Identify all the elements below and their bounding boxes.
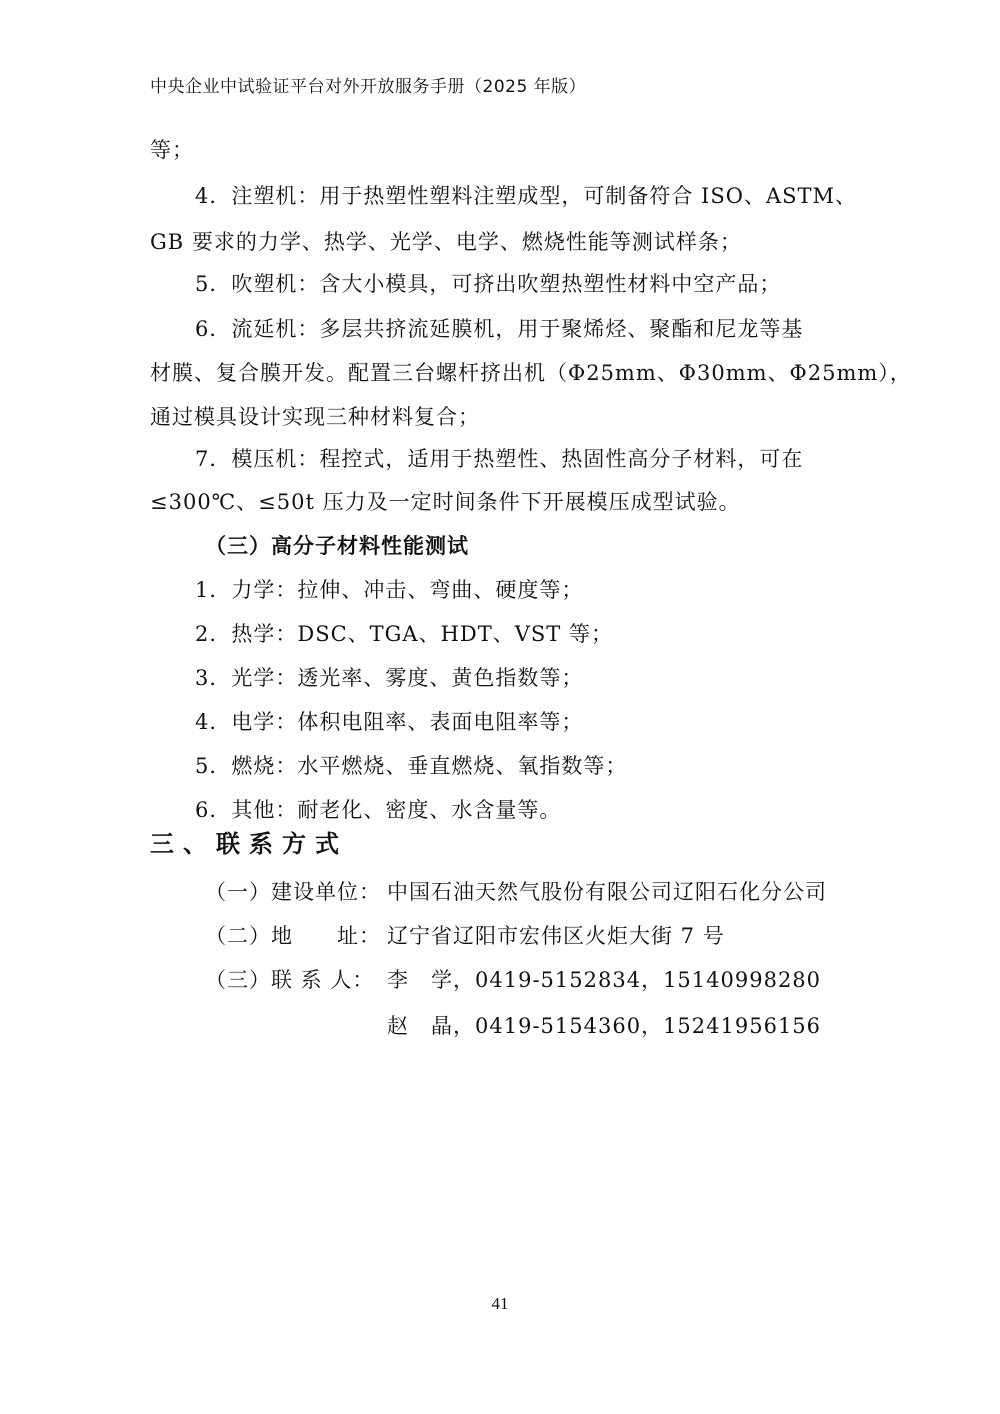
list-item: 2．热学：DSC、TGA、HDT、VST 等； bbox=[195, 622, 613, 646]
paragraph-line: 5．吹塑机：含大小模具，可挤出吹塑热塑性材料中空产品； bbox=[195, 272, 782, 296]
running-header: 中央企业中试验证平台对外开放服务手册（2025 年版） bbox=[150, 77, 587, 97]
address-value: 辽宁省辽阳市宏伟区火炬大街 7 号 bbox=[387, 924, 725, 948]
list-item: 6．其他：耐老化、密度、水含量等。 bbox=[195, 798, 562, 822]
list-item: 4．电学：体积电阻率、表面电阻率等； bbox=[195, 710, 584, 734]
paragraph-line: ≤300℃、≤50t 压力及一定时间条件下开展模压成型试验。 bbox=[150, 490, 741, 514]
address-label: （二）地 址： bbox=[205, 924, 381, 948]
paragraph-line: 4．注塑机：用于热塑性塑料注塑成型，可制备符合 ISO、ASTM、 bbox=[195, 184, 857, 208]
paragraph-line: 6．流延机：多层共挤流延膜机，用于聚烯烃、聚酯和尼龙等基 bbox=[195, 317, 804, 341]
paragraph-line: 7．模压机：程控式，适用于热塑性、热固性高分子材料，可在 bbox=[195, 447, 804, 471]
contact-unit-row bbox=[205, 876, 827, 906]
list-item: 5．燃烧：水平燃烧、垂直燃烧、氧指数等； bbox=[195, 754, 628, 778]
paragraph-line: 等； bbox=[150, 138, 194, 162]
paragraph-line: 材膜、复合膜开发。配置三台螺杆挤出机（Φ25mm、Φ30mm、Φ25mm）， bbox=[150, 361, 912, 385]
contact-address-row bbox=[205, 920, 725, 950]
list-item: 3．光学：透光率、雾度、黄色指数等； bbox=[195, 666, 584, 690]
contact-person-row bbox=[205, 964, 821, 994]
unit-label: （一）建设单位： bbox=[205, 880, 381, 904]
contact-person-2: 赵 晶，0419-5154360，15241956156 bbox=[387, 1014, 822, 1038]
page-number: 41 bbox=[491, 1294, 509, 1313]
paragraph-line: GB 要求的力学、热学、光学、电学、燃烧性能等测试样条； bbox=[150, 230, 742, 254]
contact-label: （三）联 系 人： bbox=[205, 968, 375, 992]
unit-value: 中国石油天然气股份有限公司辽阳石化分公司 bbox=[387, 880, 827, 904]
paragraph-line: 通过模具设计实现三种材料复合； bbox=[150, 405, 480, 429]
contact-person-1: 李 学，0419-5152834，15140998280 bbox=[387, 968, 822, 992]
list-item: 1．力学：拉伸、冲击、弯曲、硬度等； bbox=[195, 578, 584, 602]
section-heading: 三、联系方式 bbox=[150, 830, 348, 858]
subsection-heading: （三）高分子材料性能测试 bbox=[205, 533, 469, 558]
